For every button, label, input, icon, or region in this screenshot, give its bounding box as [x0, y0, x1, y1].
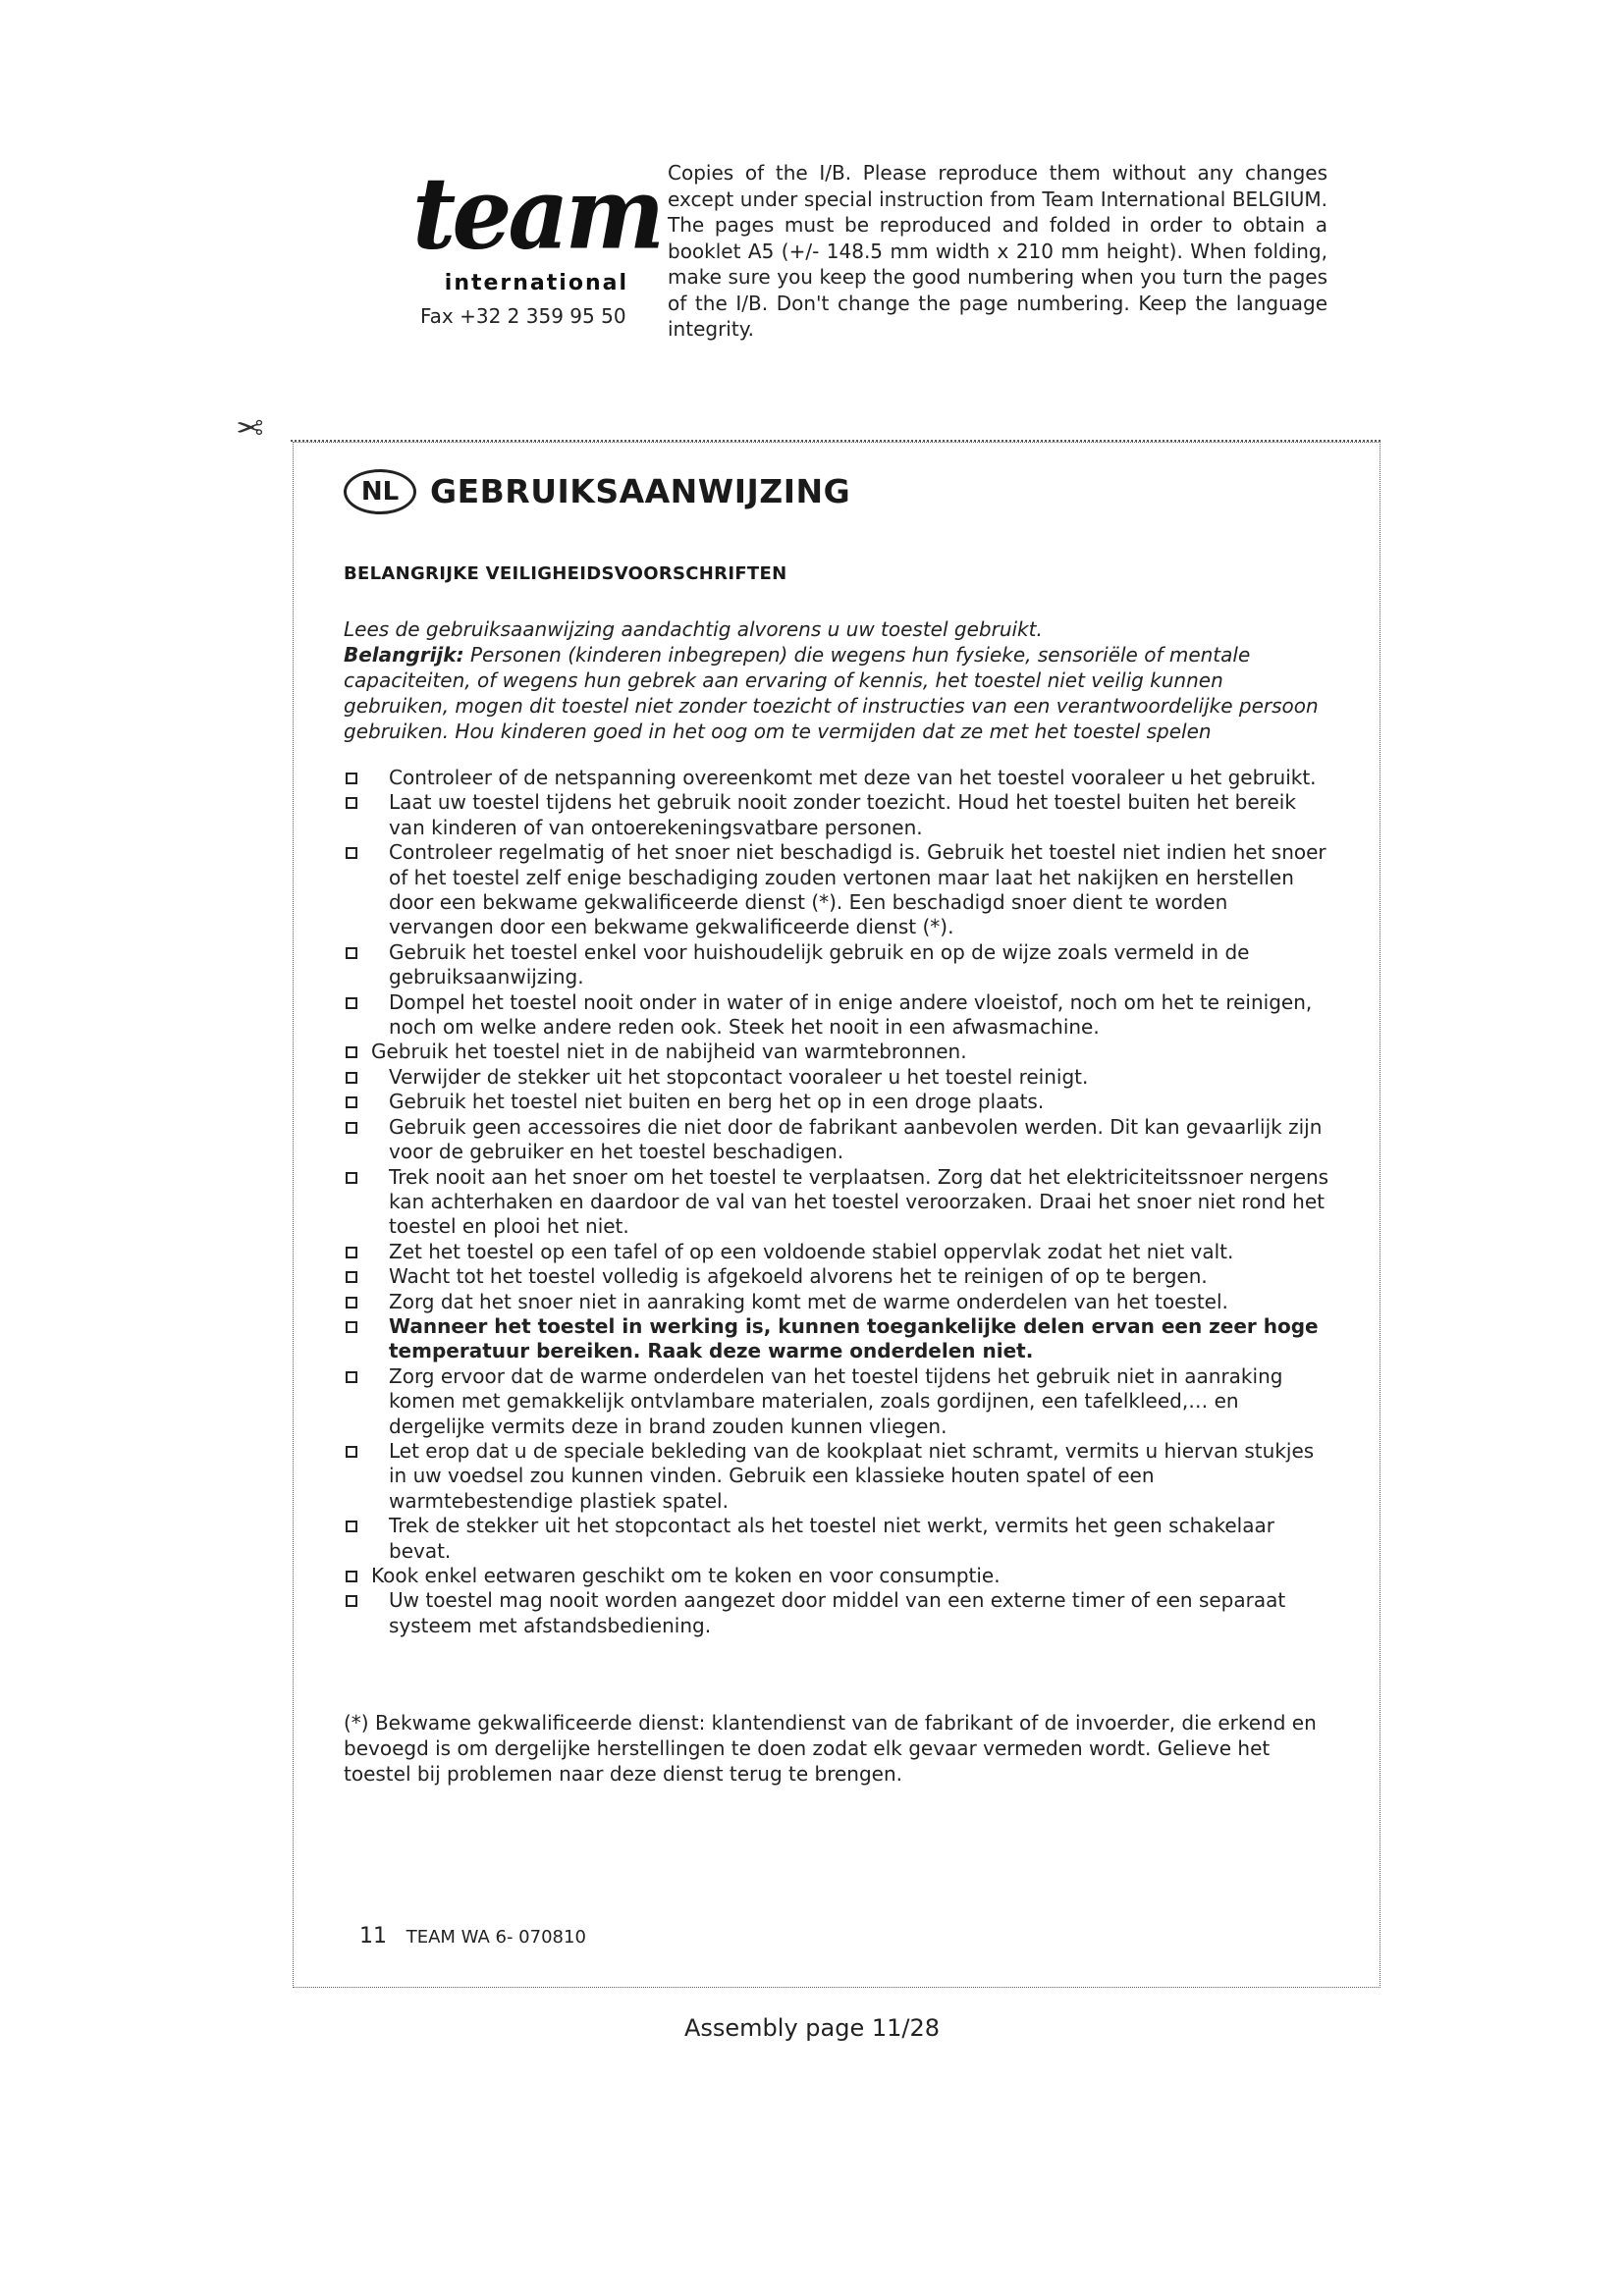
team-logo — [412, 155, 662, 302]
list-item — [344, 790, 1331, 840]
list-item — [344, 940, 1331, 990]
doc-code: TEAM WA 6- 070810 — [406, 1927, 586, 1948]
checkbox-icon — [346, 1096, 357, 1108]
checkbox-icon — [346, 1521, 357, 1532]
checkbox-icon — [346, 847, 357, 859]
rule-text: Controleer regelmatig of het snoer niet beschadigd is. Gebruik het toestel niet indien het snoer of het toestel zelf enige beschadiging zouden vertonen maar laat het nakijken en herstellen door een bekwame gekwalificeerde dienst (*). Een beschadigd snoer dient te worden vervangen door een bekwame gekwalificeerde dienst (*). — [389, 840, 1326, 939]
assembly-page-label: Assembly page 11/28 — [683, 2014, 941, 2042]
rule-text: Uw toestel mag nooit worden aangezet door middel van een externe timer of een separaat systeem met afstandsbediening. — [389, 1588, 1286, 1637]
rule-text: Trek nooit aan het snoer om het toestel te verplaatsen. Zorg dat het elektriciteitssnoer nergens kan achterhaken en daardoor de val van het toestel veroorzaken. Draai het snoer niet rond het toestel en plooi het niet. — [389, 1164, 1329, 1239]
rule-text: Zorg dat het snoer niet in aanraking komt met de warme onderdelen van het toestel. — [389, 1289, 1228, 1313]
rule-text: Controleer of de netspanning overeenkomt met deze van het toestel vooraleer u het gebruikt. — [389, 766, 1317, 789]
checkbox-icon — [346, 1271, 357, 1283]
footnote: (*) Bekwame gekwalificeerde dienst: klantendienst van de fabrikant of de invoerder, die erkend en bevoegd is om dergelijke herstellingen te doen zodat elk gevaar vermeden wordt. Gelieve het toestel bij problemen naar deze dienst terug te brengen. — [344, 1711, 1317, 1786]
rule-text: Zet het toestel op een tafel of op een voldoende stabiel oppervlak zodat het niet valt. — [389, 1239, 1234, 1263]
manual-title: GEBRUIKSAANWIJZING — [430, 472, 851, 510]
checkbox-icon — [346, 1072, 357, 1084]
page-number: 11 — [359, 1924, 387, 1949]
list-item — [344, 1564, 1331, 1588]
intro-text — [344, 616, 1331, 744]
checkbox-icon — [346, 1371, 357, 1383]
fax-number: Fax +32 2 359 95 50 — [420, 304, 626, 328]
list-item — [344, 1065, 1331, 1090]
rule-text: Gebruik geen accessoires die niet door de fabrikant aanbevolen werden. Dit kan gevaarlijk zijn voor de gebruiker en het toestel beschadigen. — [389, 1114, 1323, 1164]
logo-subtext: international — [444, 271, 628, 295]
checkbox-icon — [346, 1321, 357, 1333]
language-badge: NL — [344, 469, 416, 514]
rule-text: Verwijder de stekker uit het stopcontact vooraleer u het toestel reinigt. — [389, 1064, 1089, 1089]
list-item — [344, 1165, 1331, 1240]
rule-text: Kook enkel eetwaren geschikt om te koken en voor consumptie. — [371, 1564, 1001, 1587]
section-title: BELANGRIJKE VEILIGHEIDSVOORSCHRIFTEN — [344, 563, 787, 584]
rule-text: Wacht tot het toestel volledig is afgekoeld alvorens het te reinigen of op te bergen. — [389, 1264, 1208, 1289]
checkbox-icon — [346, 1571, 357, 1582]
list-item — [344, 1439, 1331, 1514]
rule-text: Zorg ervoor dat de warme onderdelen van het toestel tijdens het gebruik niet in aanraking komen met gemakkelijk ontvlambare materialen, zoals gordijnen, een tafelkleed,… en dergelijke vermits deze in brand zouden kunnen vliegen. — [389, 1363, 1283, 1438]
checkbox-icon — [346, 797, 357, 809]
checkbox-icon — [346, 1297, 357, 1308]
list-item — [344, 990, 1331, 1041]
copies-instruction: Copies of the I/B. Please reproduce them without any changes except under special instruction from Team International BELGIUM. The pages must be reproduced and folded in order to obtain a booklet A5 (+/- 148.5 mm width x 210 mm height). When folding, make sure you keep the good numbering when you turn the pages of the I/B. Don't change the page numbering. Keep the language integrity. — [668, 161, 1327, 341]
list-item — [344, 1264, 1331, 1289]
rule-text: Let erop dat u de speciale bekleding van de kookplaat niet schramt, vermits u hiervan stukjes in uw voedsel zou kunnen vinden. Gebruik een klassieke houten spatel of een warmtebestendige plastiek spatel. — [389, 1438, 1315, 1513]
rule-text: Wanneer het toestel in werking is, kunnen toegankelijke delen ervan een zeer hoge temperatuur bereiken. Raak deze warme onderdelen niet. — [389, 1313, 1319, 1363]
important-text: Personen (kinderen inbegrepen) die wegens hun fysieke, sensoriële of mentale capaciteiten, of wegens hun gebrek aan ervaring of kennis, het toestel niet veilig kunnen gebruiken, mogen dit toestel niet zonder toezicht of instructies van een verantwoordelijke persoon gebruiken. Hou kinderen goed in het oog om te vermijden dat ze met het toestel spelen — [344, 643, 1319, 743]
list-item — [344, 1290, 1331, 1314]
important-label: Belangrijk: — [344, 643, 464, 667]
intro-line: Lees de gebruiksaanwijzing aandachtig alvorens u uw toestel gebruikt. — [344, 617, 1043, 641]
rule-text: Gebruik het toestel niet in de nabijheid van warmtebronnen. — [371, 1040, 967, 1064]
list-item — [344, 1314, 1331, 1364]
checkbox-icon — [346, 1247, 357, 1258]
checkbox-icon — [346, 1172, 357, 1184]
page-footer — [359, 1924, 586, 1949]
list-item — [344, 1040, 1331, 1064]
checkbox-icon — [346, 997, 357, 1009]
rule-text: Gebruik het toestel enkel voor huishoudelijk gebruik en op de wijze zoals vermeld in de gebruiksaanwijzing. — [389, 939, 1250, 989]
list-item — [344, 1240, 1331, 1264]
list-item — [344, 1090, 1331, 1114]
logo-wordmark: team — [412, 155, 662, 272]
list-item — [344, 766, 1331, 790]
list-item — [344, 1364, 1331, 1439]
list-item — [344, 840, 1331, 940]
checkbox-icon — [346, 1446, 357, 1458]
list-item — [344, 1115, 1331, 1165]
list-item — [344, 1514, 1331, 1564]
checkbox-icon — [346, 1122, 357, 1134]
checkbox-icon — [346, 1595, 357, 1607]
rule-text: Gebruik het toestel niet buiten en berg het op in een droge plaats. — [389, 1090, 1045, 1114]
scissors-icon: ✂ — [236, 406, 264, 446]
checkbox-icon — [346, 1046, 357, 1058]
rule-text: Trek de stekker uit het stopcontact als het toestel niet werkt, vermits het geen schakelaar bevat. — [389, 1514, 1274, 1563]
list-item — [344, 1588, 1331, 1638]
safety-rules-list — [344, 766, 1331, 1638]
checkbox-icon — [346, 947, 357, 959]
rule-text: Dompel het toestel nooit onder in water of in enige andere vloeistof, noch om het te reinigen, noch om welke andere reden ook. Steek het nooit in een afwasmachine. — [389, 989, 1313, 1040]
important-paragraph — [344, 642, 1331, 744]
rule-text: Laat uw toestel tijdens het gebruik nooit zonder toezicht. Houd het toestel buiten het bereik van kinderen of van ontoerekeningsvatbare personen. — [389, 790, 1296, 839]
checkbox-icon — [346, 773, 357, 784]
